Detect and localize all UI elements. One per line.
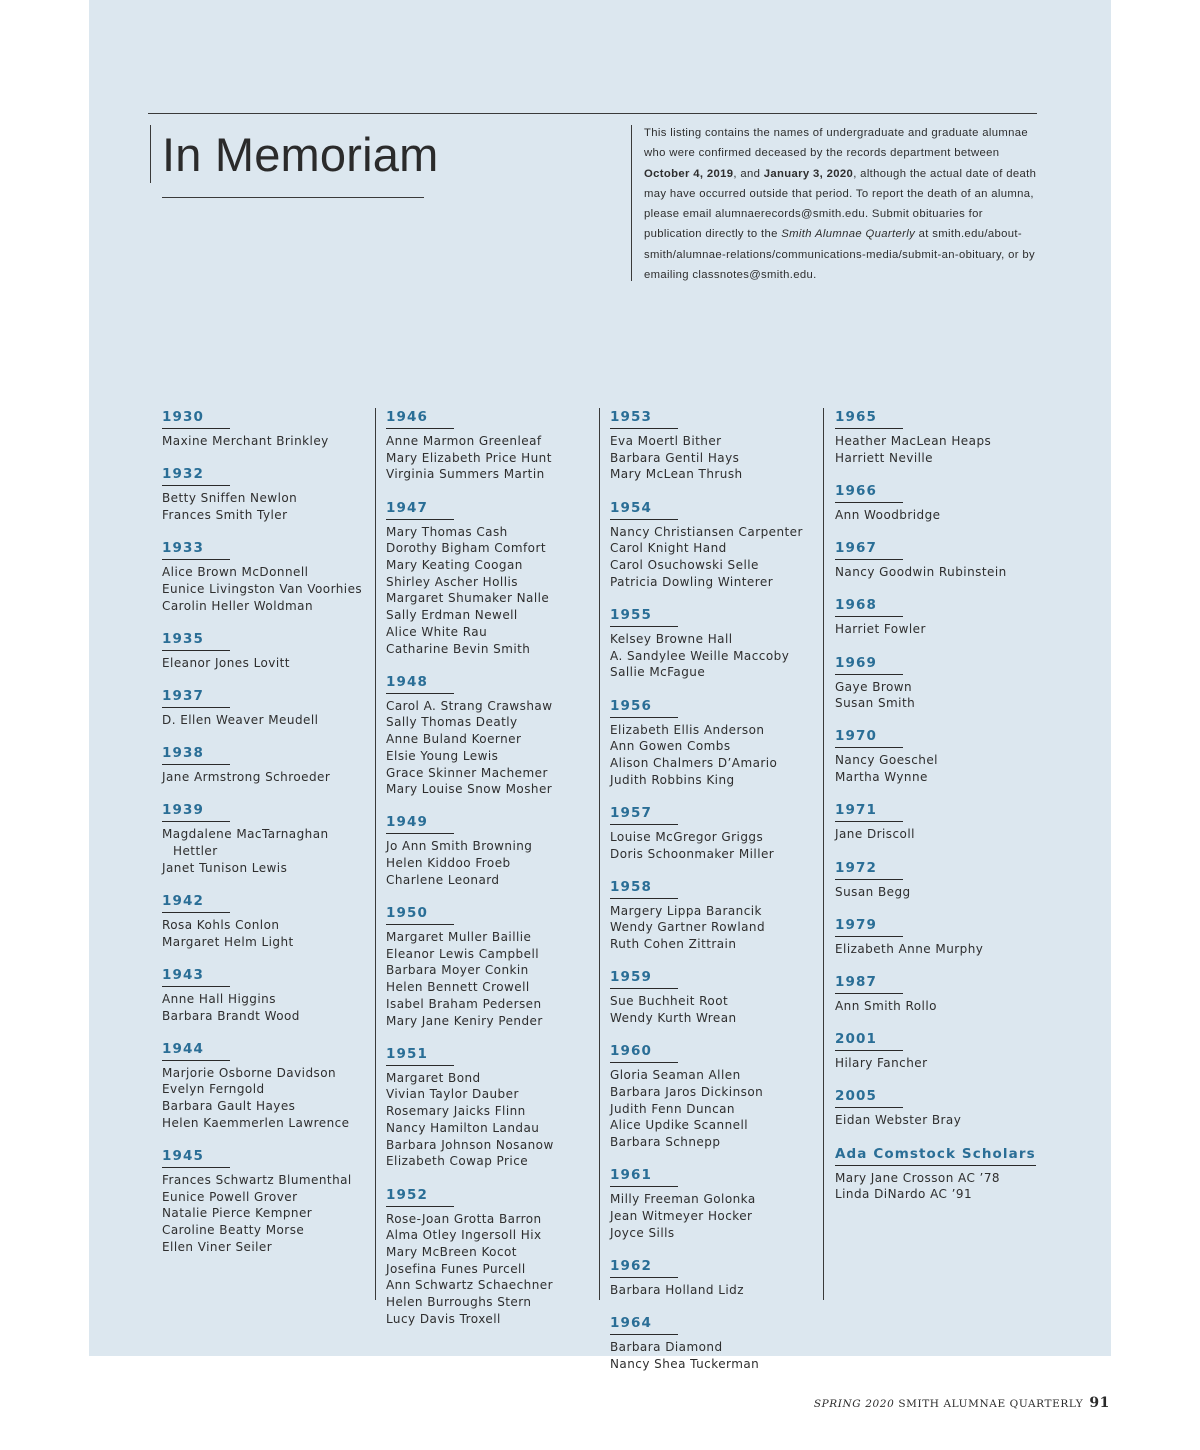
alumna-name: Doris Schoonmaker Miller (610, 846, 775, 861)
alumna-name: Vivian Taylor Dauber (386, 1087, 519, 1102)
alumna-name: D. Ellen Weaver Meudell (162, 712, 319, 727)
name-list (835, 1112, 1055, 1129)
year-group (835, 1085, 1055, 1129)
alumna-name: Jane Armstrong Schroeder (162, 770, 331, 785)
alumna-name: Dorothy Bigham Comfort (386, 541, 546, 556)
alumna-name: Alma Otley Ingersoll Hix (386, 1228, 542, 1243)
name-list (835, 564, 1055, 581)
alumna-name: Betty Sniffen Newlon (162, 491, 298, 506)
name-list (835, 941, 1055, 958)
name-list (610, 631, 815, 681)
memoriam-column-1 (162, 406, 367, 1269)
year-heading: 1961 (610, 1164, 678, 1187)
year-heading: 1951 (386, 1043, 454, 1066)
year-heading: 1987 (835, 971, 903, 994)
alumna-name: Margaret Shumaker Nalle (386, 591, 550, 606)
alumna-name: Kelsey Browne Hall (610, 631, 733, 646)
alumna-name: Sallie McFague (610, 665, 706, 680)
alumna-name: Alice Brown McDonnell (162, 565, 309, 580)
year-group (162, 463, 367, 523)
alumna-name-line: Magdalene MacTarnaghan (162, 827, 329, 842)
alumna-name: Wendy Kurth Wrean (610, 1011, 737, 1026)
alumna-name: Mary Elizabeth Price Hunt (386, 450, 552, 465)
year-group (610, 966, 815, 1026)
year-group (386, 1184, 591, 1328)
name-list (162, 1172, 367, 1256)
year-group (610, 406, 815, 483)
alumna-name: Carolin Heller Woldman (162, 598, 314, 613)
alumna-name: Joyce Sills (610, 1225, 675, 1240)
alumna-name: Jean Witmeyer Hocker (610, 1208, 753, 1223)
name-list (386, 838, 591, 888)
alumna-name: Margaret Muller Baillie (386, 930, 532, 945)
alumna-name: Virginia Summers Martin (386, 467, 545, 482)
year-heading: 1950 (386, 902, 454, 925)
alumna-name: Sue Buchheit Root (610, 994, 729, 1009)
year-group (610, 497, 815, 591)
alumna-name: Eunice Livingston Van Voorhies (162, 581, 363, 596)
alumna-name: Ellen Viner Seiler (162, 1239, 273, 1254)
year-group (162, 537, 367, 614)
name-list (162, 490, 367, 523)
alumna-name: Nancy Shea Tuckerman (610, 1356, 760, 1371)
year-heading: 1937 (162, 685, 230, 708)
year-heading: 1959 (610, 966, 678, 989)
alumna-name: Barbara Diamond (610, 1340, 723, 1355)
year-group (610, 802, 815, 862)
name-list (162, 564, 367, 614)
alumna-name: Ruth Cohen Zittrain (610, 937, 737, 952)
year-group (162, 799, 367, 876)
year-group (386, 902, 591, 1029)
alumna-name: Barbara Holland Lidz (610, 1282, 744, 1297)
alumna-name: Linda DiNardo AC ’91 (835, 1187, 973, 1202)
alumna-name: Frances Schwartz Blumenthal (162, 1173, 352, 1188)
alumna-name: Helen Bennett Crowell (386, 980, 530, 995)
year-heading: 1949 (386, 811, 454, 834)
alumna-name: Rosemary Jaicks Flinn (386, 1104, 526, 1119)
year-heading: 1965 (835, 406, 903, 429)
year-heading: 1930 (162, 406, 230, 429)
year-heading: 1979 (835, 914, 903, 937)
year-heading: 1964 (610, 1312, 678, 1335)
year-group (386, 1043, 591, 1170)
year-group (835, 725, 1055, 785)
intro-text-3: , although the actual date of death may have occurred outside that period. To report the death of an alumna, please email alumnaerecords@smith.edu. Submit obituaries for publication directly to the (644, 167, 1037, 241)
name-list (162, 655, 367, 672)
name-list (162, 712, 367, 729)
year-group (835, 406, 1055, 466)
year-heading: 1955 (610, 604, 678, 627)
name-list (162, 917, 367, 950)
title-bar (150, 125, 151, 183)
name-list (610, 903, 815, 953)
alumna-name: Patricia Dowling Winterer (610, 574, 774, 589)
alumna-name: Milly Freeman Golonka (610, 1192, 756, 1207)
name-list (162, 826, 367, 876)
name-list (835, 679, 1055, 712)
year-heading: 1945 (162, 1145, 230, 1168)
alumna-name: Elsie Young Lewis (386, 748, 499, 763)
year-group (835, 914, 1055, 958)
alumna-name: Martha Wynne (835, 770, 928, 785)
name-list (610, 1067, 815, 1151)
year-heading: 1935 (162, 628, 230, 651)
alumna-name: Mary McLean Thrush (610, 467, 743, 482)
alumna-name: Charlene Leonard (386, 872, 500, 887)
alumna-name: Lucy Davis Troxell (386, 1311, 501, 1326)
year-heading: 1932 (162, 463, 230, 486)
alumna-name: Catharine Bevin Smith (386, 641, 531, 656)
alumna-name: Margery Lippa Barancik (610, 903, 762, 918)
column-divider (375, 408, 376, 1300)
year-heading: 1933 (162, 537, 230, 560)
name-list (610, 722, 815, 789)
intro-text-2: , and (733, 167, 764, 180)
year-heading: 2001 (835, 1028, 903, 1051)
name-list (610, 1191, 815, 1241)
year-group (610, 695, 815, 789)
alumna-name: Sally Thomas Deatly (386, 715, 518, 730)
year-heading: 1962 (610, 1255, 678, 1278)
name-list (386, 433, 591, 483)
year-heading: 1938 (162, 742, 230, 765)
memoriam-column-2 (386, 406, 591, 1341)
alumna-name: Elizabeth Anne Murphy (835, 941, 984, 956)
page-title: In Memoriam (162, 128, 439, 181)
alumna-name: Rose-Joan Grotta Barron (386, 1211, 542, 1226)
alumna-name: Josefina Funes Purcell (386, 1261, 526, 1276)
year-group (610, 1164, 815, 1241)
alumna-name: Ann Woodbridge (835, 507, 941, 522)
alumna-name: Eidan Webster Bray (835, 1113, 962, 1128)
year-heading: 1956 (610, 695, 678, 718)
alumna-name: Barbara Jaros Dickinson (610, 1084, 764, 1099)
year-heading: 1971 (835, 799, 903, 822)
alumna-name: Margaret Helm Light (162, 934, 294, 949)
year-group (610, 876, 815, 953)
alumna-name: Marjorie Osborne Davidson (162, 1065, 337, 1080)
year-heading: 1957 (610, 802, 678, 825)
alumna-name: Alison Chalmers D’Amario (610, 755, 778, 770)
year-heading: 1953 (610, 406, 678, 429)
year-group (610, 1312, 815, 1372)
alumna-name: Mary Louise Snow Mosher (386, 782, 553, 797)
year-group (162, 406, 367, 450)
alumna-name: Nancy Goeschel (835, 753, 938, 768)
name-list (610, 524, 815, 591)
alumna-name: Helen Burroughs Stern (386, 1295, 532, 1310)
intro-publication: Smith Alumnae Quarterly (781, 228, 916, 241)
alumna-name: Barbara Gault Hayes (162, 1099, 296, 1114)
year-group (610, 1255, 815, 1299)
alumna-name: Judith Fenn Duncan (610, 1101, 735, 1116)
name-list (835, 752, 1055, 785)
year-group (162, 964, 367, 1024)
year-heading: 1972 (835, 857, 903, 880)
alumna-name: Mary McBreen Kocot (386, 1244, 517, 1259)
name-list (162, 1065, 367, 1132)
year-heading: Ada Comstock Scholars (835, 1143, 1036, 1166)
alumna-name: A. Sandylee Weille Maccoby (610, 648, 790, 663)
year-group (386, 811, 591, 888)
alumna-name: Helen Kaemmerlen Lawrence (162, 1115, 350, 1130)
alumna-name: Sally Erdman Newell (386, 608, 518, 623)
alumna-name: Eleanor Jones Lovitt (162, 655, 290, 670)
name-list (162, 769, 367, 786)
column-divider (599, 408, 600, 1300)
alumna-name: Margaret Bond (386, 1070, 481, 1085)
name-list (835, 826, 1055, 843)
intro-text-1: This listing contains the names of undergraduate and graduate alumnae who were confirmed deceased by the records department between (644, 127, 1029, 160)
year-group (386, 671, 591, 798)
memoriam-column-3 (610, 406, 815, 1386)
year-group (835, 1028, 1055, 1072)
name-list (835, 433, 1055, 466)
year-group (610, 604, 815, 681)
name-list (162, 433, 367, 450)
alumna-name: Harriet Fowler (835, 622, 926, 637)
alumna-name: Harriett Neville (835, 450, 934, 465)
year-group (610, 1040, 815, 1151)
name-list (835, 1055, 1055, 1072)
alumna-name: Mary Jane Crosson AC ’78 (835, 1170, 1000, 1185)
alumna-name: Helen Kiddoo Froeb (386, 856, 511, 871)
alumna-name: Nancy Christiansen Carpenter (610, 524, 803, 539)
year-heading: 1960 (610, 1040, 678, 1063)
alumna-name: Caroline Beatty Morse (162, 1223, 305, 1238)
alumna-name: Jane Driscoll (835, 827, 915, 842)
year-heading: 1948 (386, 671, 454, 694)
alumna-name: Ann Smith Rollo (835, 998, 937, 1013)
alumna-name: Anne Marmon Greenleaf (386, 434, 542, 448)
name-list (162, 991, 367, 1024)
name-list (610, 1339, 815, 1372)
alumna-name: Anne Buland Koerner (386, 732, 522, 747)
alumna-name: Mary Keating Coogan (386, 558, 523, 573)
alumna-name: Wendy Gartner Rowland (610, 920, 766, 935)
alumna-name: Mary Jane Keniry Pender (386, 1013, 543, 1028)
footer-publication: SMITH ALUMNAE QUARTERLY (898, 1398, 1084, 1410)
year-heading: 1968 (835, 594, 903, 617)
year-group (835, 537, 1055, 581)
year-heading: 1944 (162, 1038, 230, 1061)
year-group (835, 971, 1055, 1015)
footer-season: SPRING 2020 (813, 1398, 895, 1410)
alumna-name: Barbara Gentil Hays (610, 450, 740, 465)
page-footer (814, 1395, 1110, 1411)
alumna-name: Elizabeth Ellis Anderson (610, 722, 765, 737)
year-group (386, 497, 591, 658)
year-group (835, 857, 1055, 901)
year-group (162, 890, 367, 950)
alumna-name: Ann Gowen Combs (610, 739, 731, 754)
name-list (386, 698, 591, 798)
intro-date-start: October 4, 2019 (644, 167, 734, 180)
name-list (610, 433, 815, 483)
year-heading: 2005 (835, 1085, 903, 1108)
year-group (162, 685, 367, 729)
intro-paragraph (644, 123, 1040, 285)
name-list (386, 1211, 591, 1328)
year-heading: 1954 (610, 497, 678, 520)
alumna-name: Eunice Powell Grover (162, 1189, 298, 1204)
memoriam-column-4 (835, 406, 1055, 1216)
alumna-name: Eva Moertl Bither (610, 434, 722, 448)
alumna-name: Janet Tunison Lewis (162, 860, 288, 875)
year-group (835, 652, 1055, 712)
alumna-name: Rosa Kohls Conlon (162, 917, 280, 932)
year-group (162, 1145, 367, 1256)
alumna-name: Judith Robbins King (610, 772, 735, 787)
alumna-name: Nancy Hamilton Landau (386, 1120, 540, 1135)
alumna-name: Louise McGregor Griggs (610, 829, 764, 844)
alumna-name: Barbara Johnson Nosanow (386, 1137, 554, 1152)
alumna-name: Isabel Braham Pedersen (386, 996, 542, 1011)
year-group (835, 799, 1055, 843)
year-heading: 1952 (386, 1184, 454, 1207)
name-list (835, 998, 1055, 1015)
name-list (835, 1170, 1055, 1203)
alumna-name: Susan Smith (835, 696, 916, 711)
alumna-name: Carol Knight Hand (610, 541, 727, 556)
year-heading: 1942 (162, 890, 230, 913)
alumna-name: Evelyn Ferngold (162, 1082, 265, 1097)
year-group (386, 406, 591, 483)
alumna-name: Barbara Moyer Conkin (386, 963, 529, 978)
name-list (386, 524, 591, 658)
name-list (386, 929, 591, 1029)
alumna-name: Hilary Fancher (835, 1056, 928, 1071)
alumna-name-continuation: Hettler (173, 844, 218, 859)
year-heading: 1969 (835, 652, 903, 675)
alumna-name: Barbara Schnepp (610, 1135, 721, 1150)
intro-date-end: January 3, 2020 (763, 167, 854, 180)
alumna-name: Maxine Merchant Brinkley (162, 434, 329, 448)
alumna-name: Anne Hall Higgins (162, 991, 276, 1006)
alumna-name: Carol A. Strang Crawshaw (386, 698, 553, 713)
alumna-name: Elizabeth Cowap Price (386, 1154, 529, 1169)
alumna-name: Gaye Brown (835, 679, 913, 694)
alumna-name: Alice Updike Scannell (610, 1118, 749, 1133)
name-list (610, 1282, 815, 1299)
year-heading: 1958 (610, 876, 678, 899)
alumna-name: Natalie Pierce Kempner (162, 1206, 313, 1221)
year-group (835, 480, 1055, 524)
name-list (610, 993, 815, 1026)
intro-bar (631, 125, 632, 281)
year-heading: 1970 (835, 725, 903, 748)
year-heading: 1947 (386, 497, 454, 520)
alumna-name: Carol Osuchowski Selle (610, 558, 759, 573)
intro-text-4: at smith.edu/about-smith/alumnae-relations/communications-media/submit-an-obituary, or by emailing classnotes@smith.edu. (644, 228, 1035, 282)
year-heading: 1967 (835, 537, 903, 560)
year-heading: 1939 (162, 799, 230, 822)
alumna-name: Gloria Seaman Allen (610, 1068, 741, 1083)
alumna-name: Susan Begg (835, 884, 911, 899)
alumna-name: Frances Smith Tyler (162, 507, 288, 522)
year-group (162, 742, 367, 786)
alumna-name (162, 826, 367, 859)
year-group (162, 1038, 367, 1132)
name-list (835, 621, 1055, 638)
page-number: 91 (1089, 1395, 1110, 1411)
name-list (835, 507, 1055, 524)
name-list (835, 884, 1055, 901)
top-rule (148, 113, 1037, 114)
alumna-name: Alice White Rau (386, 624, 488, 639)
year-group (162, 628, 367, 672)
year-heading: 1946 (386, 406, 454, 429)
name-list (610, 829, 815, 862)
column-divider (823, 408, 824, 1300)
alumna-name: Barbara Brandt Wood (162, 1008, 300, 1023)
alumna-name: Shirley Ascher Hollis (386, 574, 518, 589)
title-underline (162, 197, 424, 198)
year-heading: 1943 (162, 964, 230, 987)
alumna-name: Heather MacLean Heaps (835, 434, 992, 448)
alumna-name: Jo Ann Smith Browning (386, 839, 533, 854)
alumna-name: Eleanor Lewis Campbell (386, 946, 540, 961)
name-list (386, 1070, 591, 1170)
year-group (835, 1143, 1055, 1203)
alumna-name: Ann Schwartz Schaechner (386, 1278, 554, 1293)
year-group (835, 594, 1055, 638)
year-heading: 1966 (835, 480, 903, 503)
alumna-name: Grace Skinner Machemer (386, 765, 548, 780)
alumna-name: Mary Thomas Cash (386, 524, 508, 539)
alumna-name: Nancy Goodwin Rubinstein (835, 565, 1007, 580)
